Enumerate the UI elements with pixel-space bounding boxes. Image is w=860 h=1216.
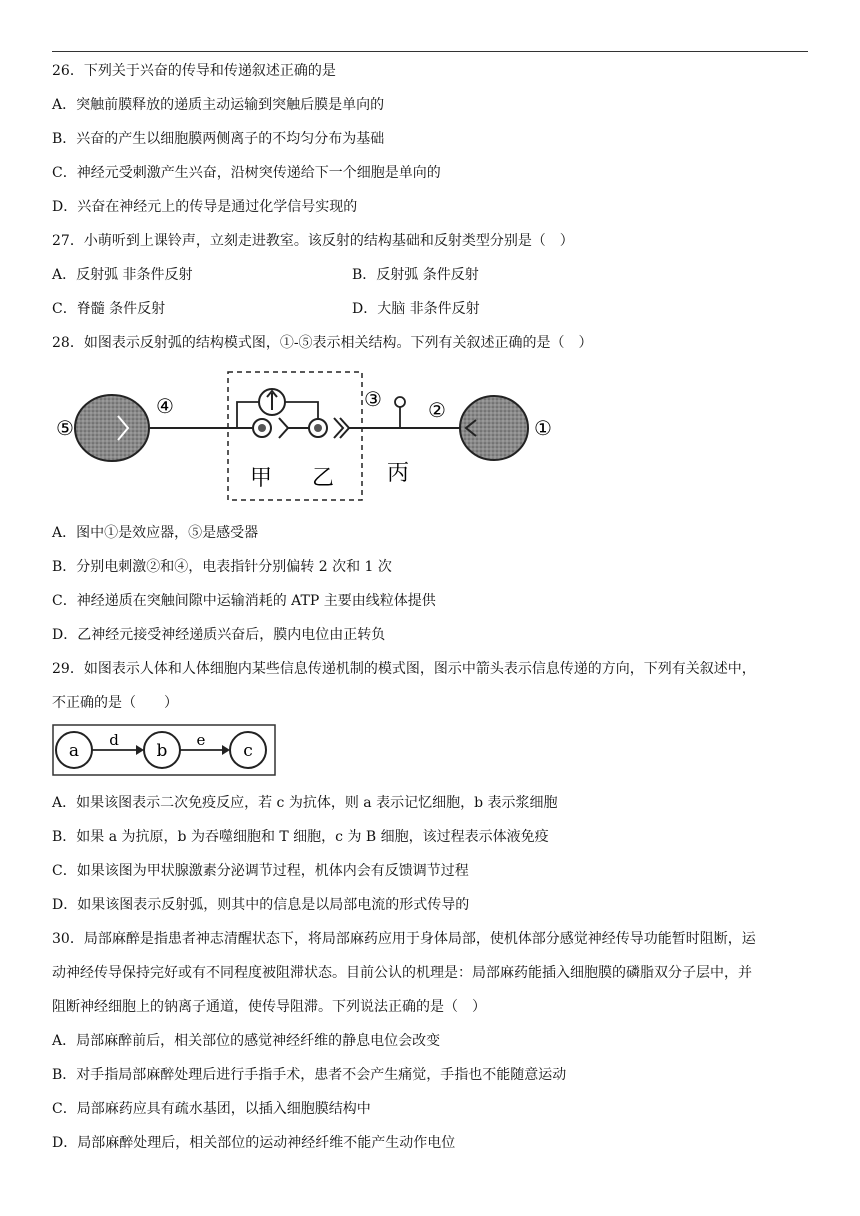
q29-option-b: B．如果 a 为抗原，b 为吞噬细胞和 T 细胞，c 为 B 细胞，该过程表示体液免疫 xyxy=(52,829,549,845)
q30-stem-line3: 阻断神经细胞上的钠离子通道，使传导阻滞。下列说法正确的是（ ） xyxy=(52,999,486,1015)
q29-stem-line1: 29．如图表示人体和人体细胞内某些信息传递机制的模式图，图示中箭头表示信息传递的方向，下列有关叙述中， xyxy=(52,661,756,677)
q26-stem: 26．下列关于兴奋的传导和传递叙述正确的是 xyxy=(52,63,336,79)
label-5: ⑤ xyxy=(56,416,74,440)
label-yi: 乙 xyxy=(312,466,335,491)
label-3: ③ xyxy=(364,387,382,411)
q30-stem-line1: 30．局部麻醉是指患者神志清醒状态下，将局部麻药应用于身体局部，使机体部分感觉神经传导功能暂时阻断，运 xyxy=(52,931,756,947)
q26-option-a: A．突触前膜释放的递质主动运输到突触后膜是单向的 xyxy=(52,97,385,113)
label-2: ② xyxy=(428,398,446,422)
label-d: d xyxy=(109,731,119,749)
q29-option-d: D．如果该图表示反射弧，则其中的信息是以局部电流的形式传导的 xyxy=(52,897,470,913)
q28-stem: 28．如图表示反射弧的结构模式图，①-⑤表示相关结构。下列有关叙述正确的是（ ） xyxy=(52,335,593,351)
q30-option-d: D．局部麻醉处理后，相关部位的运动神经纤维不能产生动作电位 xyxy=(52,1135,456,1151)
q27-option-d: D．大脑 非条件反射 xyxy=(352,301,480,317)
q29-option-a: A．如果该图表示二次免疫反应，若 c 为抗体，则 a 表示记忆细胞，b 表示浆细胞 xyxy=(52,795,558,811)
effector-oval-right xyxy=(460,396,528,460)
q28-option-d: D．乙神经元接受神经递质兴奋后，膜内电位由正转负 xyxy=(52,627,386,643)
label-a: a xyxy=(68,741,80,761)
header-rule xyxy=(52,51,808,52)
q30-option-a: A．局部麻醉前后，相关部位的感觉神经纤维的静息电位会改变 xyxy=(52,1033,441,1049)
q27-option-c: C．脊髓 条件反射 xyxy=(52,301,166,317)
q26-option-b: B．兴奋的产生以细胞膜两侧离子的不均匀分布为基础 xyxy=(52,131,385,147)
label-4: ④ xyxy=(156,394,174,418)
label-e: e xyxy=(196,731,206,749)
q28-option-a: A．图中①是效应器，⑤是感受器 xyxy=(52,525,259,541)
q30-stem-line2: 动神经传导保持完好或有不同程度被阻滞状态。目前公认的机理是：局部麻药能插入细胞膜的磷脂双分子层中，并 xyxy=(52,965,752,981)
q30-option-b: B．对手指局部麻醉处理后进行手指手术，患者不会产生痛觉，手指也不能随意运动 xyxy=(52,1067,567,1083)
receptor-oval-left xyxy=(75,395,149,461)
q29-option-c: C．如果该图为甲状腺激素分泌调节过程，机体内会有反馈调节过程 xyxy=(52,863,469,879)
label-c: c xyxy=(243,741,253,761)
label-1: ① xyxy=(534,416,552,440)
label-jia: 甲 xyxy=(250,466,273,491)
q28-option-c: C．神经递质在突触间隙中运输消耗的 ATP 主要由线粒体提供 xyxy=(52,593,436,609)
label-bing: 丙 xyxy=(387,461,410,486)
q27-option-a: A．反射弧 非条件反射 xyxy=(52,267,193,283)
reflex-arc-diagram xyxy=(52,362,562,512)
label-b: b xyxy=(156,741,168,761)
q26-option-c: C．神经元受刺激产生兴奋，沿树突传递给下一个细胞是单向的 xyxy=(52,165,441,181)
q27-stem: 27．小萌听到上课铃声，立刻走进教室。该反射的结构基础和反射类型分别是（ ） xyxy=(52,233,574,249)
q30-option-c: C．局部麻药应具有疏水基团，以插入细胞膜结构中 xyxy=(52,1101,371,1117)
q29-stem-line2: 不正确的是（ ） xyxy=(52,695,178,711)
q28-option-b: B．分别电刺激②和④，电表指针分别偏转 2 次和 1 次 xyxy=(52,559,392,575)
q27-option-b: B．反射弧 条件反射 xyxy=(352,267,479,283)
q26-option-d: D．兴奋在神经元上的传导是通过化学信号实现的 xyxy=(52,199,358,215)
info-transfer-diagram xyxy=(52,724,278,778)
neuron-bing-pin xyxy=(395,397,405,407)
